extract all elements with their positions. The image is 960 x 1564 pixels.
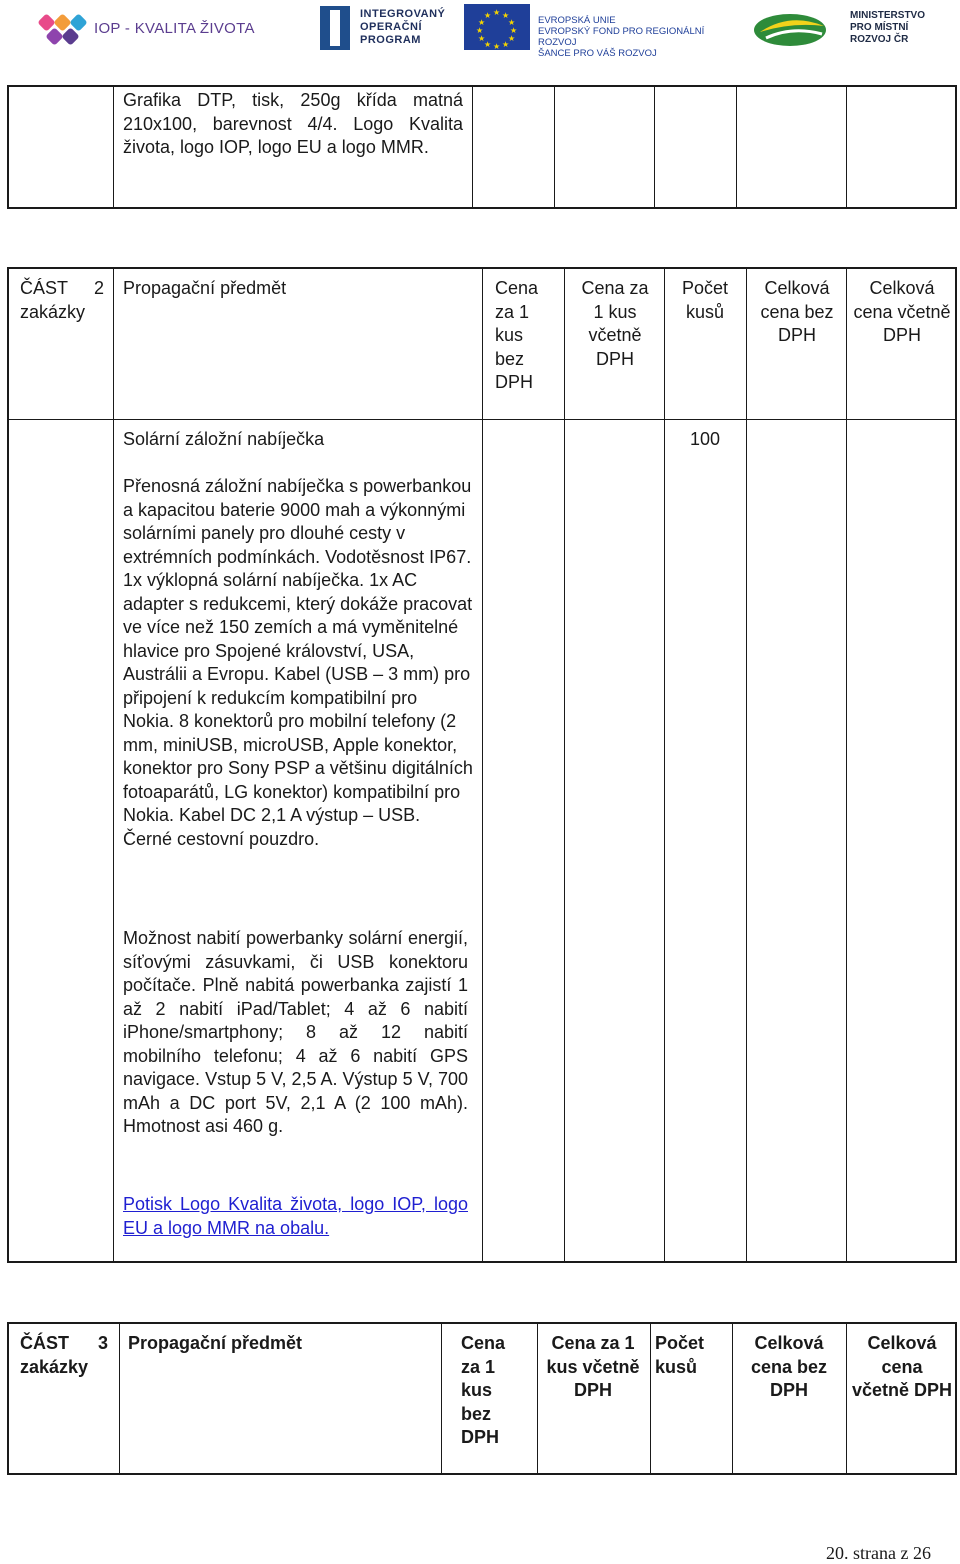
- iop-logo-text: IOP - KVALITA ŽIVOTA: [94, 20, 255, 37]
- product-description: Grafika DTP, tisk, 250g křída matná 210x100, barevnost 4/4. Logo Kvalita života, logo IOP, logo EU a logo MMR.: [123, 90, 463, 157]
- item-description-charging: Možnost nabití powerbanky solární energií, síťovými zásuvkami, či USB konektoru počítače. Plně nabitá powerbanka zajistí 1 až 2 nabití iPad/Tablet; 4 až 6 nabití iPhone/smartphony; 8 až 12 nabití mobilního telefonu; 4 až 6 nabití GPS navigace. Vstup 5 V, 2,5 A. Výstup 5 V, 700 mAh a DC port 5V, 2,1 A (2 100 mAh). Hmotnost asi 460 g.: [123, 928, 468, 1136]
- eu-logo-text: EVROPSKÁ UNIE EVROPSKÝ FOND PRO REGIONÁLNÍ ROZVOJ ŠANCE PRO VÁŠ ROZVOJ: [538, 15, 705, 59]
- mmr-emblem-icon: [752, 8, 832, 48]
- table-part2: [7, 267, 957, 1263]
- table-part3: [7, 1322, 957, 1475]
- integrated-operational-program-logo: [320, 6, 460, 52]
- col-header-unit-price-incl-vat: Cena za 1 kus včetně DPH: [546, 1333, 640, 1400]
- oppi-logo-text: INTEGROVANÝ OPERAČNÍ PROGRAM: [360, 8, 446, 46]
- table-part1-continued: [7, 85, 957, 209]
- col-header-quantity: Počet kusů: [681, 278, 729, 322]
- eu-flag-icon: ★ ★ ★ ★ ★ ★ ★ ★ ★ ★ ★ ★: [464, 4, 530, 50]
- mmr-logo-text: MINISTERSTVO PRO MÍSTNÍ ROZVOJ ČR: [850, 10, 926, 45]
- col-header-part: ČÁST 3 zakázky: [20, 1333, 108, 1377]
- col-header-total-incl-vat: Celková cena včetně DPH: [851, 1333, 953, 1400]
- item-description: Přenosná záložní nabíječka s powerbankou a kapacitou baterie 9000 mah a výkonnými solárními panely pro dlouhé cesty v extrémních podmínkách. Vodotěsnost IP67. 1x výklopná solární nabíječka. 1x AC adapter s redukcemi, který dokáže pracovat ve více než 150 zemích a má vyměnitelné hlavice pro Spojené království, USA, Austrálii a Evropu. Kabel (USB – 3 mm) pro připojení k redukcím kompatibilní pro Nokia. 8 konektorů pro mobilní telefony (2 mm, miniUSB, microUSB, Apple konektor, konektor pro Sony PSP a většinu digitálních fotoaparátů, LG konektor) kompatibilní pro Nokia. Kabel DC 2,1 A výstup – USB. Černé cestovní pouzdro.: [123, 476, 473, 849]
- col-header-quantity: Počet kusů: [655, 1333, 705, 1377]
- col-header-item: Propagační předmět: [128, 1333, 303, 1353]
- col-header-unit-price-incl-vat: Cena za 1 kus včetně DPH: [581, 278, 649, 369]
- item-quantity: 100: [689, 429, 721, 449]
- col-header-item: Propagační předmět: [123, 278, 287, 298]
- print-note-link[interactable]: Potisk Logo Kvalita života, logo IOP, logo EU a logo MMR na obalu.: [123, 1194, 468, 1238]
- col-header-unit-price-excl-vat: Cena za 1 kus bez DPH: [495, 278, 539, 392]
- col-header-total-excl-vat: Celková cena bez DPH: [760, 278, 834, 345]
- col-header-part: ČÁST 2 zakázky: [20, 278, 104, 322]
- page-number: 20. strana z 26: [826, 1543, 931, 1563]
- mmr-logo: [752, 4, 952, 54]
- iop-logo: [36, 10, 256, 50]
- col-header-total-incl-vat: Celková cena včetně DPH: [853, 278, 951, 345]
- col-header-unit-price-excl-vat: Cena za 1 kus bez DPH: [461, 1333, 506, 1447]
- item-name: Solární záložní nabíječka: [123, 429, 325, 449]
- col-header-total-excl-vat: Celková cena bez DPH: [750, 1333, 828, 1400]
- eu-logo: [464, 4, 732, 59]
